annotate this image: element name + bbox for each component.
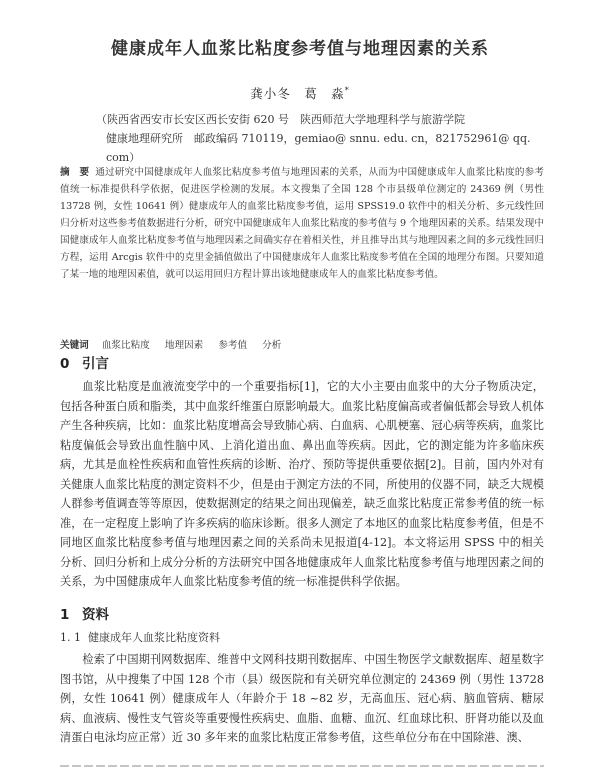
- subsection-heading: [60, 629, 220, 645]
- section-heading-materials: [60, 603, 109, 623]
- keyword: 参考值: [218, 340, 248, 351]
- subsection-number: 1. 1: [60, 631, 81, 644]
- keyword: 分析: [262, 340, 282, 351]
- author-names: 龚小冬 葛 淼: [250, 86, 345, 101]
- section-title: 资料: [82, 607, 109, 623]
- section-number: 1: [60, 607, 70, 623]
- materials-paragraph: 检索了中国期刊网数据库、维普中文网科技期刊数据库、中国生物医学文献数据库、超星数字图书馆，从中搜集了中国 128 个市（县）级医院和有关研究单位测定的 24369 例（男性 13728 例，女性 10641 例）健康成年人（年龄介于 18 ~82 岁，无高血压、冠心病、脑血管病、糖尿病、血液病、慢性支气管炎等重要慢性疾病史、血脂、血糖、血沉、红血球比积、肝肾功能以及血清蛋白电泳均应正常）近 30 多年来的血浆比粘度正常参考值，这些单位分布在中国除港、澳、: [60, 653, 544, 744]
- affiliation: [96, 110, 536, 167]
- abstract: [60, 164, 544, 283]
- section-title: 引言: [82, 356, 109, 372]
- cropped-text-line: [60, 758, 544, 769]
- subsection-title: 健康成年人血浆比粘度资料: [88, 631, 220, 644]
- affiliation-line-1: （陕西省西安市长安区西长安街 620 号 陕西师范大学地理科学与旅游学院: [96, 113, 465, 126]
- introduction-paragraph: 血浆比粘度是血液流变学中的一个重要指标[1]，它的大小主要由血浆中的大分子物质决定，包括各种蛋白质和脂类，其中血浆纤维蛋白原影响最大。血浆比粘度偏高或者偏低都会导致人机体产生各种疾病，比如：血浆比粘度增高会导致肺心病、白血病、心肌梗塞、冠心病等疾病，血浆比粘度偏低会导致出血性脑中风、上消化道出血、鼻出血等疾病。因此，它的测定能为许多临床疾病，尤其是血栓性疾病和血管性疾病的诊断、治疗、预防等提供重要依据[2]。目前，国内外对有关健康人血浆比粘度的测定资料不少，但是由于测定方法的不同，所使用的仪器不同，缺乏大规模人群参考值调查等等原因，使数据测定的结果之间出现偏差，缺乏血浆比粘度正常参考值的统一标准，在一定程度上影响了许多疾病的临床诊断。很多人测定了本地区的血浆比粘度参考值，但是不同地区血浆比粘度参考值与地理因素之间的关系尚未见报道[4-12]。本文将运用 SPSS 中的相关分析、回归分析和上成分分析的方法研究中国各地健康成年人血浆比粘度参考值与地理因素之间的关系，为中国健康成年人血浆比粘度参考值的统一标准提供科学依据。: [60, 380, 544, 588]
- corresponding-author-mark: *: [344, 85, 350, 95]
- author-line: [0, 84, 600, 102]
- abstract-label: 摘 要: [60, 167, 90, 178]
- section-number: 0: [60, 356, 70, 372]
- keywords-label: 关键词: [60, 340, 89, 351]
- keyword: 地理因素: [164, 340, 204, 351]
- paper-title: 健康成年人血浆比粘度参考值与地理因素的关系: [111, 39, 489, 59]
- section-heading-introduction: [60, 352, 109, 372]
- abstract-text: 通过研究中国健康成年人血浆比粘度参考值与地理因素的关系，从而为中国健康成年人血浆比粘度的参考值统一标准提供科学依据，促进医学检测的发展。本文搜集了全国 128 个市县级单位测定的 24369 例（男性 13728 例，女性 10641 例）健康成年人的血浆比粘度参考值，运用 SPSS19.0 软件中的相关分析、多元线性回归分析对这些参考值数据进行分析，研究中国健康成年人血浆比粘度的参考值与 9 个地理因素的关系。结果发现中国健康成年人血浆比粘度参考值与地理因素之间确实存在着相关性，并且推导出其与地理因素之间的多元线性回归方程，运用 Arcgis 软件中的克里金插值做出了中国健康成年人血浆比粘度参考值在全国的地理分布图。只要知道了某一地的地理因素值，就可以运用回归方程计算出该地健康成年人的血浆比粘度参考值。: [60, 167, 545, 280]
- keywords: [60, 337, 544, 351]
- affiliation-line-2: 健康地理研究所 邮政编码 710119，gemiao@ snnu. edu. cn，821752961@ qq. com）: [106, 132, 531, 164]
- keyword: 血浆比粘度: [101, 340, 150, 351]
